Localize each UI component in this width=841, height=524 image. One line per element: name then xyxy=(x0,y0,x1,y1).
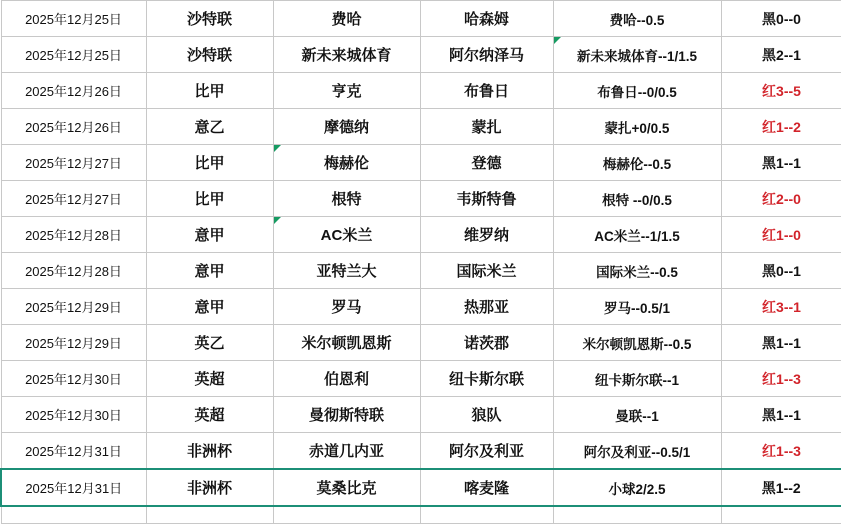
table-row xyxy=(1,469,841,506)
cell-home-team[interactable]: AC米兰 xyxy=(273,217,420,253)
cell-empty[interactable] xyxy=(553,506,721,524)
cell-recommendation[interactable]: AC米兰--1/1.5 xyxy=(553,217,721,253)
cell-away-team[interactable]: 诺茨郡 xyxy=(420,325,553,361)
cell-home-team[interactable]: 莫桑比克 xyxy=(273,469,420,506)
cell-recommendation[interactable]: 新未来城体育--1/1.5 xyxy=(553,37,721,73)
table-row xyxy=(1,433,841,470)
table-row xyxy=(1,325,841,361)
cell-date[interactable]: 2025年12月30日 xyxy=(1,361,146,397)
cell-date[interactable]: 2025年12月26日 xyxy=(1,109,146,145)
table-row xyxy=(1,37,841,73)
cell-recommendation[interactable]: 小球2/2.5 xyxy=(553,469,721,506)
cell-away-team[interactable]: 布鲁日 xyxy=(420,73,553,109)
cell-result[interactable]: 红1--3 xyxy=(721,433,841,470)
cell-league[interactable]: 比甲 xyxy=(146,73,273,109)
cell-home-team[interactable]: 赤道几内亚 xyxy=(273,433,420,470)
cell-home-team[interactable]: 亚特兰大 xyxy=(273,253,420,289)
cell-recommendation[interactable]: 纽卡斯尔联--1 xyxy=(553,361,721,397)
cell-result[interactable]: 红1--0 xyxy=(721,217,841,253)
cell-date[interactable]: 2025年12月28日 xyxy=(1,253,146,289)
cell-recommendation[interactable]: 梅赫伦--0.5 xyxy=(553,145,721,181)
cell-date[interactable]: 2025年12月31日 xyxy=(1,469,146,506)
cell-result[interactable]: 黑1--2 xyxy=(721,469,841,506)
cell-date[interactable]: 2025年12月29日 xyxy=(1,325,146,361)
cell-away-team[interactable]: 纽卡斯尔联 xyxy=(420,361,553,397)
cell-away-team[interactable]: 阿尔及利亚 xyxy=(420,433,553,470)
table-row xyxy=(1,217,841,253)
cell-home-team[interactable]: 米尔顿凯恩斯 xyxy=(273,325,420,361)
cell-home-team[interactable]: 曼彻斯特联 xyxy=(273,397,420,433)
table-row xyxy=(1,145,841,181)
table-row xyxy=(1,361,841,397)
cell-league[interactable]: 非洲杯 xyxy=(146,433,273,470)
cell-home-team[interactable]: 伯恩利 xyxy=(273,361,420,397)
cell-result[interactable]: 红1--2 xyxy=(721,109,841,145)
cell-league[interactable]: 沙特联 xyxy=(146,1,273,37)
cell-recommendation[interactable]: 费哈--0.5 xyxy=(553,1,721,37)
table-row xyxy=(1,289,841,325)
table-row-partial xyxy=(1,506,841,524)
cell-result[interactable]: 黑2--1 xyxy=(721,37,841,73)
cell-date[interactable]: 2025年12月27日 xyxy=(1,181,146,217)
cell-recommendation[interactable]: 罗马--0.5/1 xyxy=(553,289,721,325)
cell-home-team[interactable]: 罗马 xyxy=(273,289,420,325)
cell-home-team[interactable]: 新未来城体育 xyxy=(273,37,420,73)
cell-home-team[interactable]: 费哈 xyxy=(273,1,420,37)
table-body xyxy=(1,1,841,524)
table-row xyxy=(1,109,841,145)
cell-result[interactable]: 黑0--1 xyxy=(721,253,841,289)
cell-result[interactable]: 红2--0 xyxy=(721,181,841,217)
cell-empty[interactable] xyxy=(420,506,553,524)
cell-away-team[interactable]: 哈森姆 xyxy=(420,1,553,37)
cell-date[interactable]: 2025年12月26日 xyxy=(1,73,146,109)
cell-recommendation[interactable]: 蒙扎+0/0.5 xyxy=(553,109,721,145)
cell-result[interactable]: 红3--5 xyxy=(721,73,841,109)
table-row xyxy=(1,253,841,289)
cell-empty[interactable] xyxy=(721,506,841,524)
cell-league[interactable]: 意甲 xyxy=(146,253,273,289)
cell-result[interactable]: 红3--1 xyxy=(721,289,841,325)
cell-date[interactable]: 2025年12月25日 xyxy=(1,1,146,37)
cell-away-team[interactable]: 热那亚 xyxy=(420,289,553,325)
table-row xyxy=(1,73,841,109)
cell-home-team[interactable]: 梅赫伦 xyxy=(273,145,420,181)
cell-recommendation[interactable]: 国际米兰--0.5 xyxy=(553,253,721,289)
cell-result[interactable]: 黑0--0 xyxy=(721,1,841,37)
cell-league[interactable]: 比甲 xyxy=(146,145,273,181)
cell-league[interactable]: 意甲 xyxy=(146,289,273,325)
cell-empty[interactable] xyxy=(146,506,273,524)
cell-league[interactable]: 英超 xyxy=(146,397,273,433)
cell-away-team[interactable]: 国际米兰 xyxy=(420,253,553,289)
cell-league[interactable]: 英超 xyxy=(146,361,273,397)
table-row xyxy=(1,181,841,217)
cell-home-team[interactable]: 摩德纳 xyxy=(273,109,420,145)
cell-result[interactable]: 黑1--1 xyxy=(721,325,841,361)
cell-league[interactable]: 非洲杯 xyxy=(146,469,273,506)
cell-league[interactable]: 英乙 xyxy=(146,325,273,361)
cell-league[interactable]: 意乙 xyxy=(146,109,273,145)
cell-league[interactable]: 意甲 xyxy=(146,217,273,253)
cell-recommendation[interactable]: 布鲁日--0/0.5 xyxy=(553,73,721,109)
table-row xyxy=(1,397,841,433)
cell-result[interactable]: 黑1--1 xyxy=(721,397,841,433)
cell-date[interactable]: 2025年12月28日 xyxy=(1,217,146,253)
table-row xyxy=(1,1,841,37)
cell-away-team[interactable]: 喀麦隆 xyxy=(420,469,553,506)
cell-away-team[interactable]: 登德 xyxy=(420,145,553,181)
cell-away-team[interactable]: 狼队 xyxy=(420,397,553,433)
cell-date[interactable]: 2025年12月25日 xyxy=(1,37,146,73)
cell-date[interactable]: 2025年12月29日 xyxy=(1,289,146,325)
cell-recommendation[interactable]: 米尔顿凯恩斯--0.5 xyxy=(553,325,721,361)
cell-date[interactable]: 2025年12月31日 xyxy=(1,433,146,470)
cell-away-team[interactable]: 蒙扎 xyxy=(420,109,553,145)
cell-home-team[interactable]: 亨克 xyxy=(273,73,420,109)
cell-away-team[interactable]: 阿尔纳泽马 xyxy=(420,37,553,73)
cell-league[interactable]: 沙特联 xyxy=(146,37,273,73)
cell-away-team[interactable]: 韦斯特鲁 xyxy=(420,181,553,217)
cell-away-team[interactable]: 维罗纳 xyxy=(420,217,553,253)
cell-empty[interactable] xyxy=(273,506,420,524)
cell-result[interactable]: 红1--3 xyxy=(721,361,841,397)
cell-empty[interactable] xyxy=(1,506,146,524)
cell-date[interactable]: 2025年12月27日 xyxy=(1,145,146,181)
cell-result[interactable]: 黑1--1 xyxy=(721,145,841,181)
cell-home-team[interactable]: 根特 xyxy=(273,181,420,217)
cell-league[interactable]: 比甲 xyxy=(146,181,273,217)
cell-date[interactable]: 2025年12月30日 xyxy=(1,397,146,433)
cell-recommendation[interactable]: 根特 --0/0.5 xyxy=(553,181,721,217)
cell-recommendation[interactable]: 曼联--1 xyxy=(553,397,721,433)
cell-recommendation[interactable]: 阿尔及利亚--0.5/1 xyxy=(553,433,721,470)
